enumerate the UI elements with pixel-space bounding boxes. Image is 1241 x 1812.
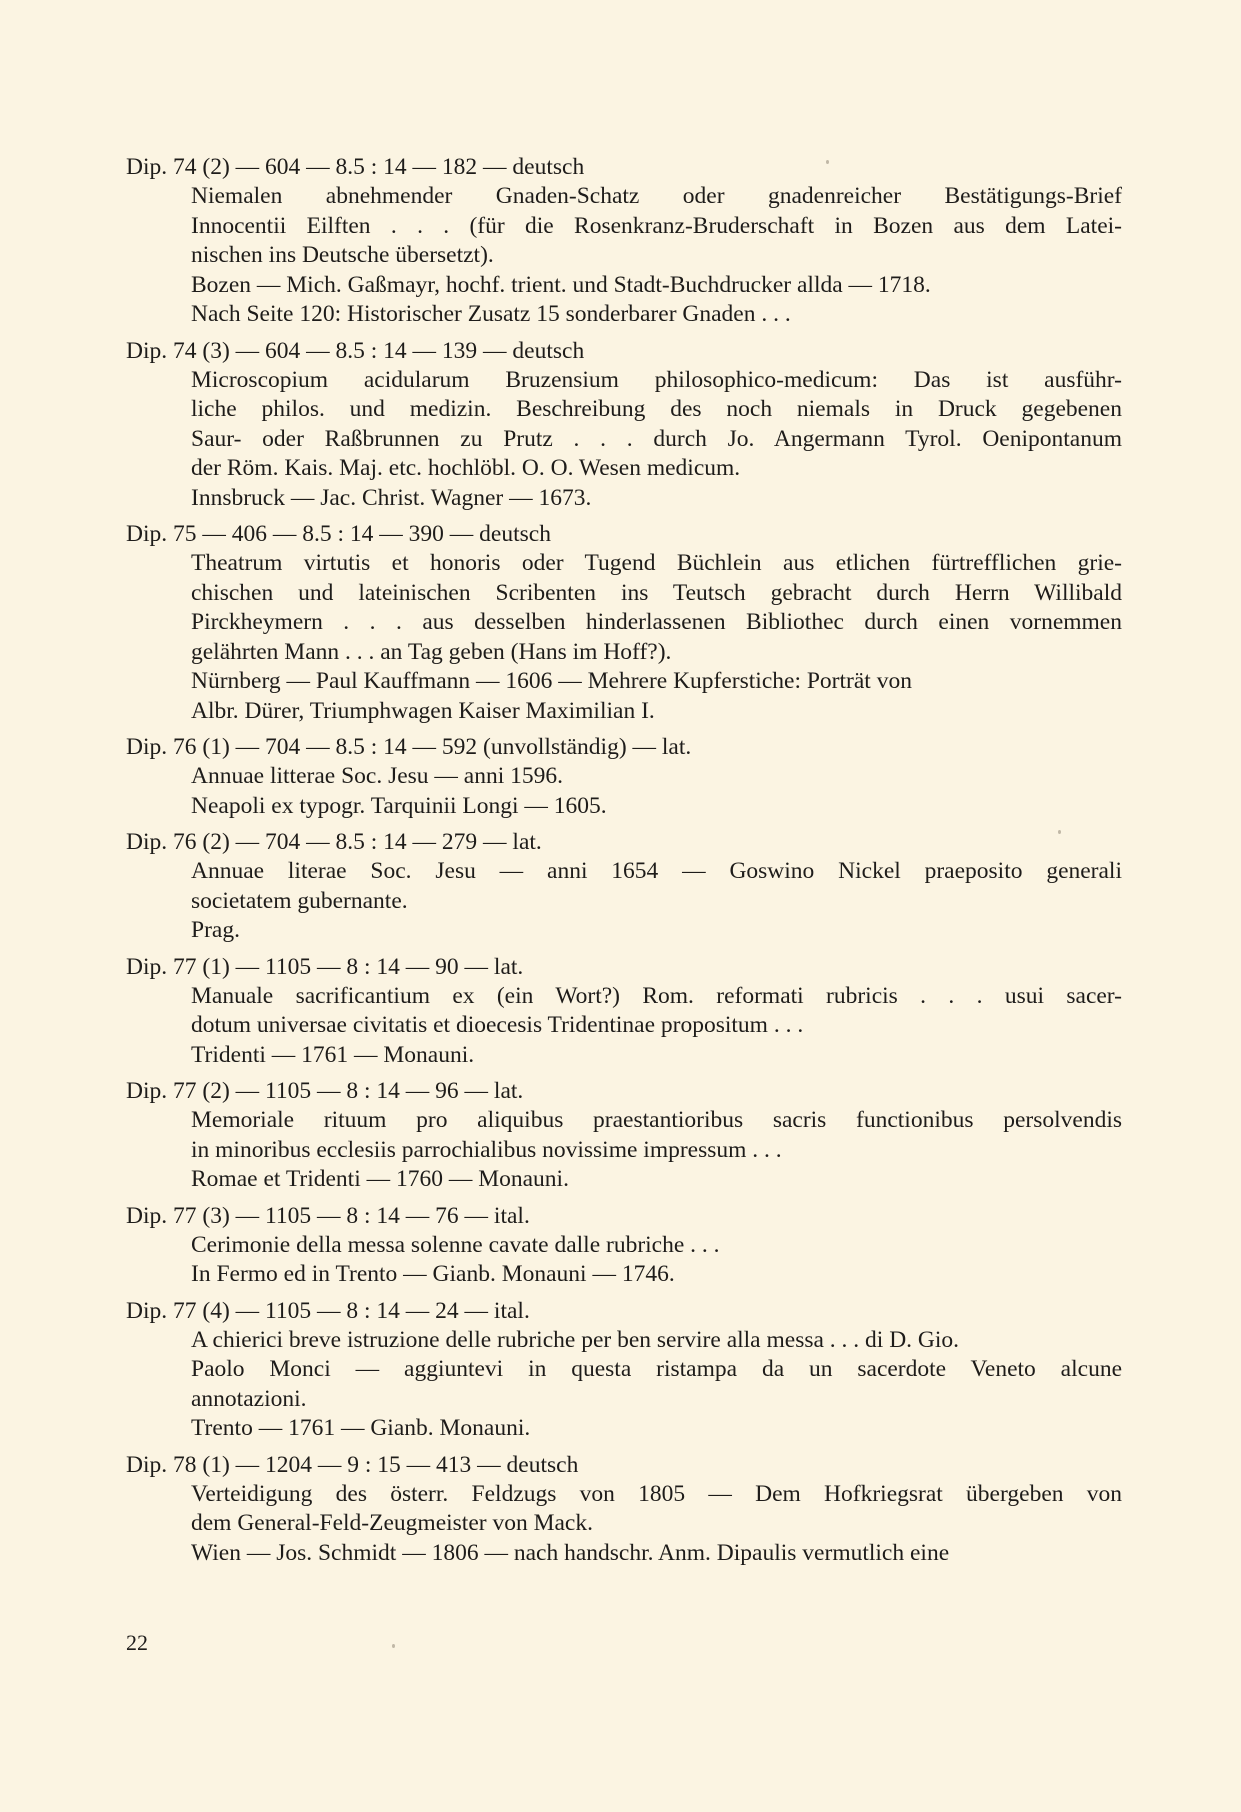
catalog-entry (126, 1296, 1122, 1444)
entry-heading: Dip. 76 (2) — 704 — 8.5 : 14 — 279 — lat. (126, 829, 542, 855)
entry-line: Cerimonie della messa solenne cavate dalle rubriche . . . (191, 1231, 720, 1258)
entry-line: der Röm. Kais. Maj. etc. hochlöbl. O. O. Wesen medicum. (191, 455, 741, 481)
entry-heading: Dip. 78 (1) — 1204 — 9 : 15 — 413 — deutsch (126, 1451, 579, 1478)
catalog-page (126, 152, 1122, 1574)
entry-line: Saur- oder Raßbrunnen zu Prutz . . . durch Jo. Angermann Tyrol. Oenipontanum (191, 425, 1122, 452)
catalog-entries (126, 152, 1122, 1568)
entry-line: dem General-Feld-Zeugmeister von Mack. (191, 1510, 593, 1536)
catalog-entry (126, 1450, 1122, 1569)
entry-description (191, 549, 1122, 726)
catalog-entry (126, 732, 1122, 821)
page-number: 22 (126, 1630, 148, 1655)
catalog-entry (126, 1076, 1122, 1195)
entry-line: Memoriale rituum pro aliquibus praestantioribus sacris functionibus persolvendis (191, 1107, 1122, 1133)
entry-description (191, 1106, 1122, 1195)
entry-description (191, 182, 1122, 330)
entry-line: Annuae literae Soc. Jesu — anni 1654 — Goswino Nickel praeposito generali (191, 858, 1122, 884)
entry-line: Nürnberg — Paul Kauffmann — 1606 — Mehrere Kupferstiche: Porträt von (191, 668, 912, 694)
entry-heading: Dip. 77 (2) — 1105 — 8 : 14 — 96 — lat. (126, 1078, 524, 1104)
entry-description (191, 366, 1122, 514)
entry-heading: Dip. 76 (1) — 704 — 8.5 : 14 — 592 (unvollständig) — lat. (126, 734, 692, 760)
entry-line: Innsbruck — Jac. Christ. Wagner — 1673. (191, 484, 592, 511)
entry-line: Tridenti — 1761 — Monauni. (191, 1041, 475, 1068)
entry-description (191, 1480, 1122, 1569)
entry-line: Neapoli ex typogr. Tarquinii Longi — 1605. (191, 792, 607, 819)
catalog-entry (126, 827, 1122, 946)
entry-line: annotazioni. (191, 1385, 307, 1412)
entry-line: nischen ins Deutsche übersetzt). (191, 242, 494, 268)
catalog-entry (126, 1201, 1122, 1290)
entry-line: Innocentii Eilften . . . (für die Rosenkranz-Bruderschaft in Bozen aus dem Latei- (191, 212, 1122, 239)
entry-line: Paolo Monci — aggiuntevi in questa ristampa da un sacerdote Veneto alcune (191, 1356, 1122, 1382)
catalog-entry (126, 952, 1122, 1071)
entry-heading: Dip. 77 (3) — 1105 — 8 : 14 — 76 — ital. (126, 1202, 530, 1229)
entry-line: In Fermo ed in Trento — Gianb. Monauni — 1746. (191, 1261, 675, 1287)
paper-speck (392, 1644, 395, 1648)
catalog-entry (126, 519, 1122, 726)
entry-heading: Dip. 77 (4) — 1105 — 8 : 14 — 24 — ital. (126, 1297, 530, 1324)
entry-line: Trento — 1761 — Gianb. Monauni. (191, 1415, 531, 1441)
entry-line: in minoribus ecclesiis parrochialibus novissime impressum . . . (191, 1136, 782, 1163)
entry-heading: Dip. 74 (2) — 604 — 8.5 : 14 — 182 — deutsch (126, 154, 585, 180)
catalog-entry (126, 336, 1122, 514)
entry-line: Nach Seite 120: Historischer Zusatz 15 sonderbarer Gnaden . . . (191, 301, 791, 327)
entry-line: Bozen — Mich. Gaßmayr, hochf. trient. und Stadt-Buchdrucker allda — 1718. (191, 271, 931, 298)
entry-line: Theatrum virtutis et honoris oder Tugend Büchlein aus etlichen fürtrefflichen grie- (191, 550, 1122, 576)
entry-heading: Dip. 77 (1) — 1105 — 8 : 14 — 90 — lat. (126, 953, 524, 980)
entry-line: Albr. Dürer, Triumphwagen Kaiser Maximilian I. (191, 697, 655, 724)
entry-heading: Dip. 74 (3) — 604 — 8.5 : 14 — 139 — deutsch (126, 337, 585, 364)
entry-line: Wien — Jos. Schmidt — 1806 — nach handschr. Anm. Dipaulis vermutlich eine (191, 1539, 950, 1566)
catalog-entry (126, 152, 1122, 330)
entry-heading: Dip. 75 — 406 — 8.5 : 14 — 390 — deutsch (126, 521, 551, 547)
entry-line: gelährten Mann . . . an Tag geben (Hans im Hoff?). (191, 638, 672, 665)
entry-line: Microscopium acidularum Bruzensium philosophico-medicum: Das ist ausführ- (191, 366, 1122, 393)
entry-description (191, 857, 1122, 946)
entry-line: societatem gubernante. (191, 887, 408, 914)
entry-description (191, 1231, 1122, 1290)
entry-line: chischen und lateinischen Scribenten ins Teutsch gebracht durch Herrn Willibald (191, 579, 1122, 606)
entry-line: Manuale sacrificantium ex (ein Wort?) Rom. reformati rubricis . . . usui sacer- (191, 982, 1122, 1009)
entry-line: Prag. (191, 917, 240, 943)
paper-speck (1058, 830, 1061, 834)
entry-line: A chierici breve istruzione delle rubriche per ben servire alla messa . . . di D. Gio. (191, 1326, 960, 1353)
entry-line: dotum universae civitatis et dioecesis Tridentinae propositum . . . (191, 1012, 804, 1038)
entry-description (191, 982, 1122, 1071)
entry-line: Romae et Tridenti — 1760 — Monauni. (191, 1166, 569, 1192)
entry-description (191, 762, 1122, 821)
entry-line: Annuae litterae Soc. Jesu — anni 1596. (191, 763, 563, 789)
entry-line: Niemalen abnehmender Gnaden-Schatz oder gnadenreicher Bestätigungs-Brief (191, 183, 1122, 209)
entry-line: Verteidigung des österr. Feldzugs von 1805 — Dem Hofkriegsrat übergeben von (191, 1480, 1122, 1507)
entry-description (191, 1326, 1122, 1444)
entry-line: Pirckheymern . . . aus desselben hinderlassenen Bibliothec durch einen vornemmen (191, 609, 1122, 635)
entry-line: liche philos. und medizin. Beschreibung des noch niemals in Druck gegebenen (191, 396, 1122, 422)
paper-speck (826, 160, 829, 164)
